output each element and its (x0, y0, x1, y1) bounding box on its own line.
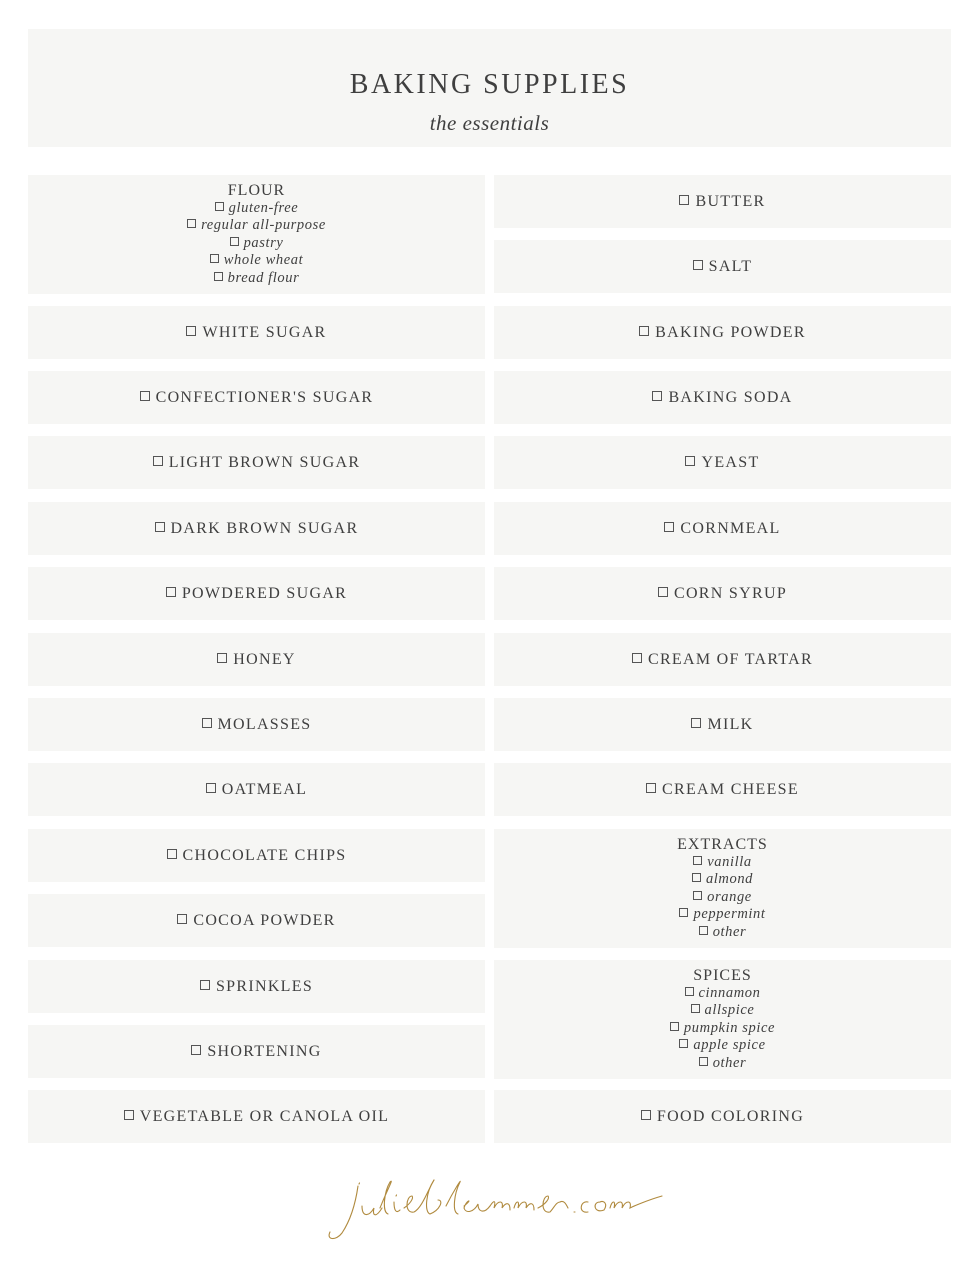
extract-option[interactable]: orange (693, 889, 752, 907)
checkbox[interactable] (693, 891, 702, 900)
supply-item-light-brown-sugar[interactable]: LIGHT BROWN SUGAR (28, 436, 485, 489)
checkbox[interactable] (664, 522, 674, 532)
extract-option[interactable]: other (699, 924, 747, 942)
checkbox[interactable] (166, 587, 176, 597)
supply-item-cocoa-powder[interactable]: COCOA POWDER (28, 894, 485, 947)
page-title: BAKING SUPPLIES (349, 69, 630, 100)
checkbox[interactable] (632, 653, 642, 663)
checkbox[interactable] (670, 1022, 679, 1031)
supply-item-vegetable-oil[interactable]: VEGETABLE OR CANOLA OIL (28, 1090, 485, 1143)
supply-item-shortening[interactable]: SHORTENING (28, 1025, 485, 1078)
supply-item-cream-cheese[interactable]: CREAM CHEESE (494, 763, 951, 816)
checkbox[interactable] (685, 456, 695, 466)
checkbox[interactable] (217, 653, 227, 663)
checkbox[interactable] (693, 856, 702, 865)
checkbox[interactable] (641, 1110, 651, 1120)
checkbox[interactable] (187, 219, 196, 228)
supply-item-powdered-sugar[interactable]: POWDERED SUGAR (28, 567, 485, 620)
checkbox[interactable] (155, 522, 165, 532)
spice-option[interactable]: pumpkin spice (670, 1020, 775, 1038)
supply-item-oatmeal[interactable]: OATMEAL (28, 763, 485, 816)
checkbox[interactable] (639, 326, 649, 336)
spice-option[interactable]: cinnamon (685, 985, 761, 1003)
checkbox[interactable] (699, 1057, 708, 1066)
extracts-title: EXTRACTS (677, 835, 768, 853)
flour-option[interactable]: pastry (230, 235, 284, 253)
supply-item-butter[interactable]: BUTTER (494, 175, 951, 228)
spices-title: SPICES (693, 966, 752, 984)
supply-item-cornmeal[interactable]: CORNMEAL (494, 502, 951, 555)
checkbox[interactable] (215, 202, 224, 211)
checkbox[interactable] (124, 1110, 134, 1120)
supply-item-food-coloring[interactable]: FOOD COLORING (494, 1090, 951, 1143)
checkbox[interactable] (153, 456, 163, 466)
checkbox[interactable] (210, 254, 219, 263)
supply-item-dark-brown-sugar[interactable]: DARK BROWN SUGAR (28, 502, 485, 555)
checkbox[interactable] (177, 914, 187, 924)
supply-item-chocolate-chips[interactable]: CHOCOLATE CHIPS (28, 829, 485, 882)
checkbox[interactable] (646, 783, 656, 793)
supply-item-cream-of-tartar[interactable]: CREAM OF TARTAR (494, 633, 951, 686)
supply-item-molasses[interactable]: MOLASSES (28, 698, 485, 751)
checkbox[interactable] (699, 926, 708, 935)
supply-item-corn-syrup[interactable]: CORN SYRUP (494, 567, 951, 620)
page-subtitle: the essentials (429, 111, 550, 135)
checkbox[interactable] (206, 783, 216, 793)
checkbox[interactable] (186, 326, 196, 336)
checkbox[interactable] (140, 391, 150, 401)
checkbox[interactable] (691, 718, 701, 728)
supply-item-white-sugar[interactable]: WHITE SUGAR (28, 306, 485, 359)
flour-group (28, 175, 485, 294)
checkbox[interactable] (679, 195, 689, 205)
signature-logo (318, 1178, 668, 1248)
extracts-group (494, 829, 951, 948)
header-banner (28, 29, 951, 147)
extract-option[interactable]: almond (692, 871, 753, 889)
flour-option[interactable]: bread flour (214, 270, 300, 288)
supply-item-honey[interactable]: HONEY (28, 633, 485, 686)
flour-option[interactable]: whole wheat (210, 252, 304, 270)
checkbox[interactable] (679, 1039, 688, 1048)
spices-group (494, 960, 951, 1079)
supply-item-yeast[interactable]: YEAST (494, 436, 951, 489)
checkbox[interactable] (230, 237, 239, 246)
supply-item-baking-soda[interactable]: BAKING SODA (494, 371, 951, 424)
checkbox[interactable] (200, 980, 210, 990)
supply-item-confectioners-sugar[interactable]: CONFECTIONER'S SUGAR (28, 371, 485, 424)
extract-option[interactable]: peppermint (679, 906, 765, 924)
checkbox[interactable] (691, 1004, 700, 1013)
checkbox[interactable] (167, 849, 177, 859)
checkbox[interactable] (692, 873, 701, 882)
spice-option[interactable]: apple spice (679, 1037, 765, 1055)
checkbox[interactable] (202, 718, 212, 728)
flour-title: FLOUR (227, 181, 286, 199)
supply-item-milk[interactable]: MILK (494, 698, 951, 751)
supply-item-baking-powder[interactable]: BAKING POWDER (494, 306, 951, 359)
checkbox[interactable] (191, 1045, 201, 1055)
extract-option[interactable]: vanilla (693, 854, 751, 872)
checkbox[interactable] (652, 391, 662, 401)
flour-option[interactable]: gluten-free (215, 200, 299, 218)
spice-option[interactable]: other (699, 1055, 747, 1073)
flour-option[interactable]: regular all-purpose (187, 217, 326, 235)
checkbox[interactable] (693, 260, 703, 270)
checkbox[interactable] (685, 987, 694, 996)
supply-item-salt[interactable]: SALT (494, 240, 951, 293)
checkbox[interactable] (679, 908, 688, 917)
checkbox[interactable] (214, 272, 223, 281)
spice-option[interactable]: allspice (691, 1002, 755, 1020)
supply-item-sprinkles[interactable]: SPRINKLES (28, 960, 485, 1013)
checkbox[interactable] (658, 587, 668, 597)
